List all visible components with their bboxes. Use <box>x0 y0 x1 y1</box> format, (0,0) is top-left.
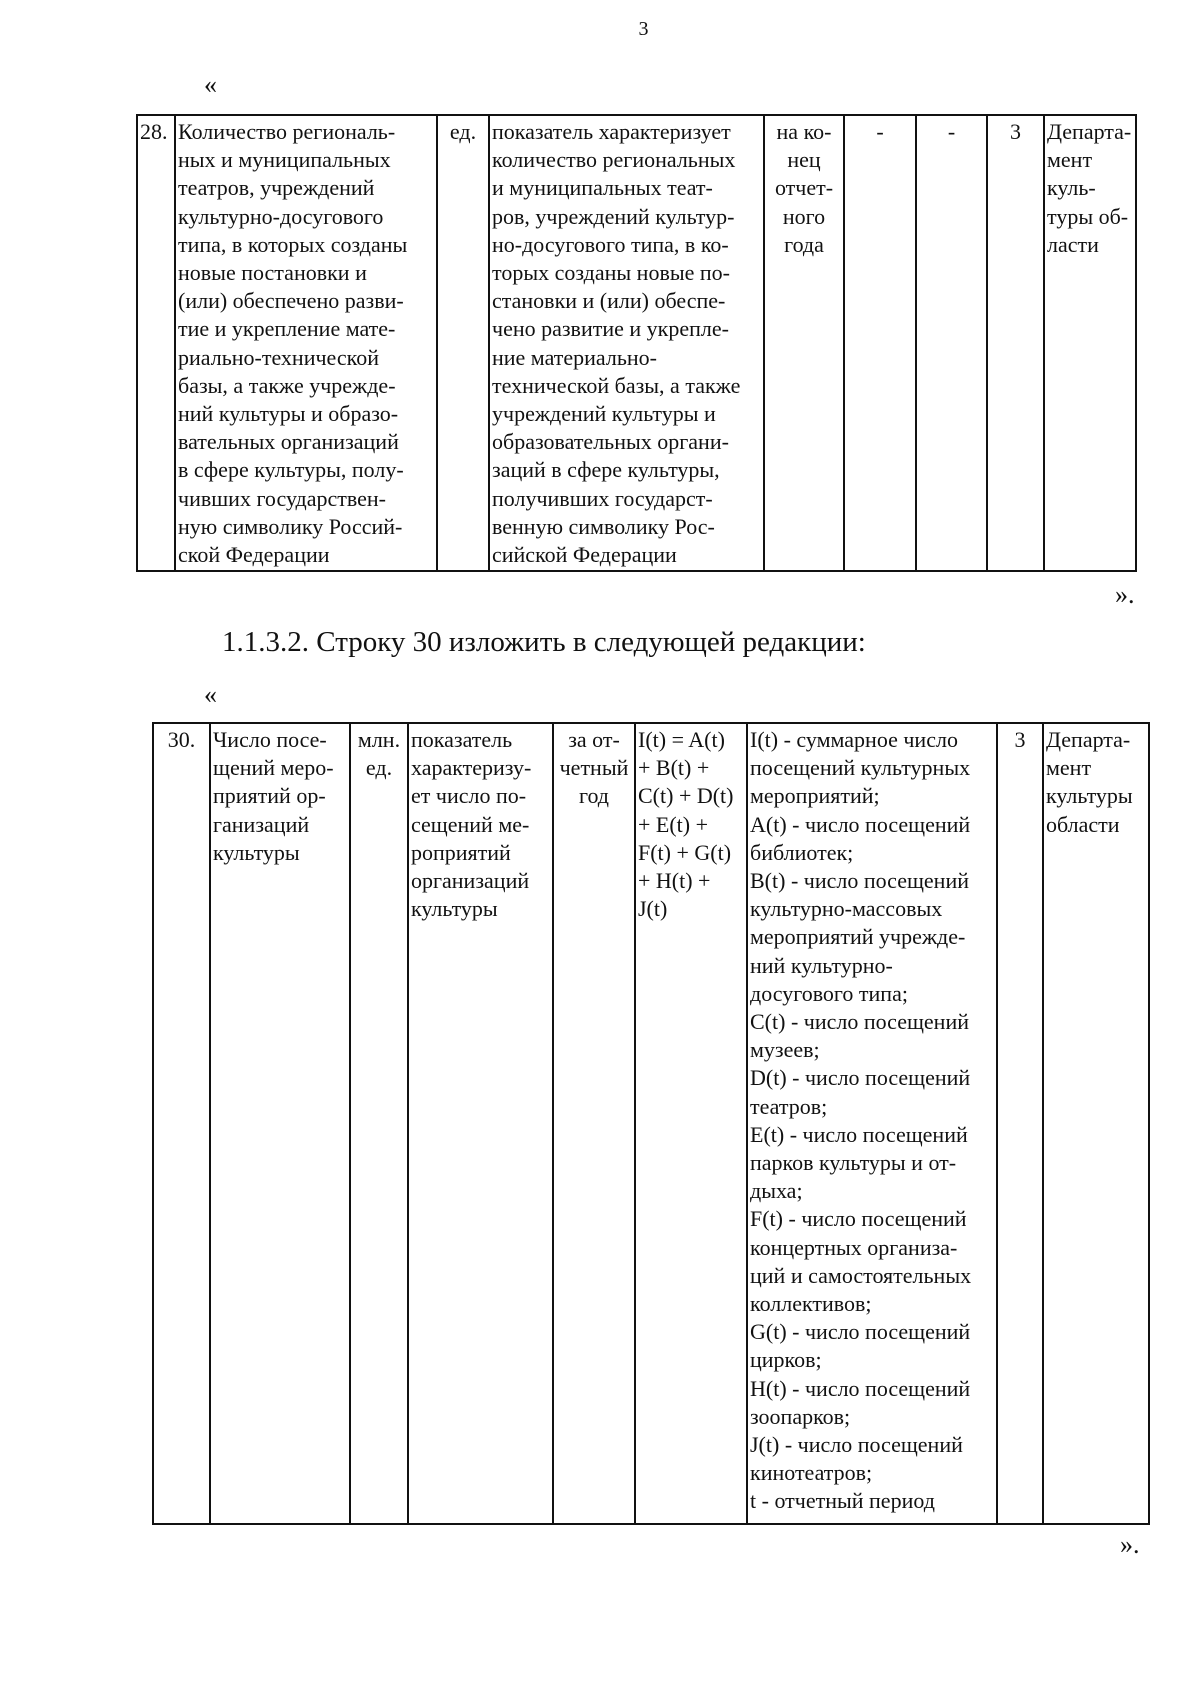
table-row-30 <box>152 722 1150 1525</box>
opening-quote: « <box>204 680 217 709</box>
closing-quote: ». <box>1115 580 1135 609</box>
description-cell <box>489 115 764 571</box>
department: Департа- мент культуры области <box>1046 727 1133 837</box>
description-cell <box>408 723 553 1524</box>
value-cell-3 <box>987 115 1044 571</box>
indicator-description: показатель характеризует количество региональных и муниципальных теат- ров, учреждений культур- но-досугового типа, в ко- торых созданы новые по- становки и (или) обеспе- чено развитие и укрепле- ние материально- технической базы, а также учреждений культуры и образовательных органи- заций в сфере культуры, получивших государст- венную символику Рос- сийской Федерации <box>492 119 741 568</box>
reporting-period: за от- четный год <box>559 727 629 809</box>
amendment-instruction: 1.1.3.2. Строку 30 изложить в следующей редакции: <box>222 626 866 658</box>
reporting-period: на ко- нец отчет- ного года <box>774 119 834 257</box>
opening-quote: « <box>204 70 217 99</box>
indicator-name: Число посе- щений меро- приятий ор- ганизаций культуры <box>213 727 334 865</box>
formula-line: F(t) + G(t) <box>638 839 732 865</box>
department: Департа- мент куль- туры об- ласти <box>1047 119 1132 257</box>
value-3: 3 <box>1010 119 1021 144</box>
period-cell <box>764 115 844 571</box>
indicator-name-cell <box>210 723 350 1524</box>
value-cell <box>997 723 1043 1524</box>
indicator-name-cell <box>175 115 437 571</box>
department-cell <box>1044 115 1136 571</box>
value-2: - <box>947 119 956 144</box>
row-number: 28. <box>140 119 168 144</box>
row-number: 30. <box>167 727 196 752</box>
indicator-name: Количество региональ- ных и муниципальных театров, учреждений культурно-досугового типа, в которых созданы новые постановки и (или) обеспечено разви- тие и укрепление мате- риально-технической базы, а также учрежде- ний культуры и образо- вательных организаций в сфере культуры, полу- чивших государствен- ную символику Россий- ской Федерации <box>178 119 408 568</box>
row-number-cell <box>153 723 210 1524</box>
closing-quote: ». <box>1120 1530 1140 1559</box>
value: 3 <box>1014 727 1026 752</box>
legend-cell <box>747 723 997 1524</box>
row-number-cell <box>137 115 175 571</box>
formula-line: + B(t) + <box>638 755 710 781</box>
period-cell <box>553 723 635 1524</box>
unit: ед. <box>449 119 477 144</box>
formula-line: I(t) = A(t) <box>638 727 725 752</box>
formula-line: + H(t) + <box>638 868 711 894</box>
page-number: 3 <box>638 18 649 40</box>
table-row-28 <box>136 114 1137 572</box>
unit-cell <box>350 723 408 1524</box>
formula-line: J(t) <box>638 896 668 922</box>
value-cell-2 <box>916 115 987 571</box>
unit: млн. ед. <box>357 727 401 781</box>
value-cell-1 <box>844 115 916 571</box>
formula-line: + E(t) + <box>638 811 709 837</box>
formula-line: C(t) + D(t) <box>638 783 734 809</box>
department-cell <box>1043 723 1149 1524</box>
indicator-description: показатель характеризу- ет число по- сещений ме- роприятий организаций культуры <box>411 727 532 922</box>
formula-legend: I(t) - суммарное число посещений культурных мероприятий; A(t) - число посещений библиотек; B(t) - число посещений культурно-массовых мероприятий учрежде- ний культурно- досугового типа; C(t) - число посещений музеев; D(t) - число посещений театров; E(t) - число посещений парков культуры и от- дыха; F(t) - число посещений концертных организа- ций и самостоятельных коллективов; G(t) - число посещений цирков; H(t) - число посещений зоопарков; J(t) - число посещений кинотеатров; t - отчетный период <box>750 727 972 1514</box>
value-1: - <box>876 119 884 144</box>
unit-cell <box>437 115 489 571</box>
formula-cell <box>635 723 747 1524</box>
